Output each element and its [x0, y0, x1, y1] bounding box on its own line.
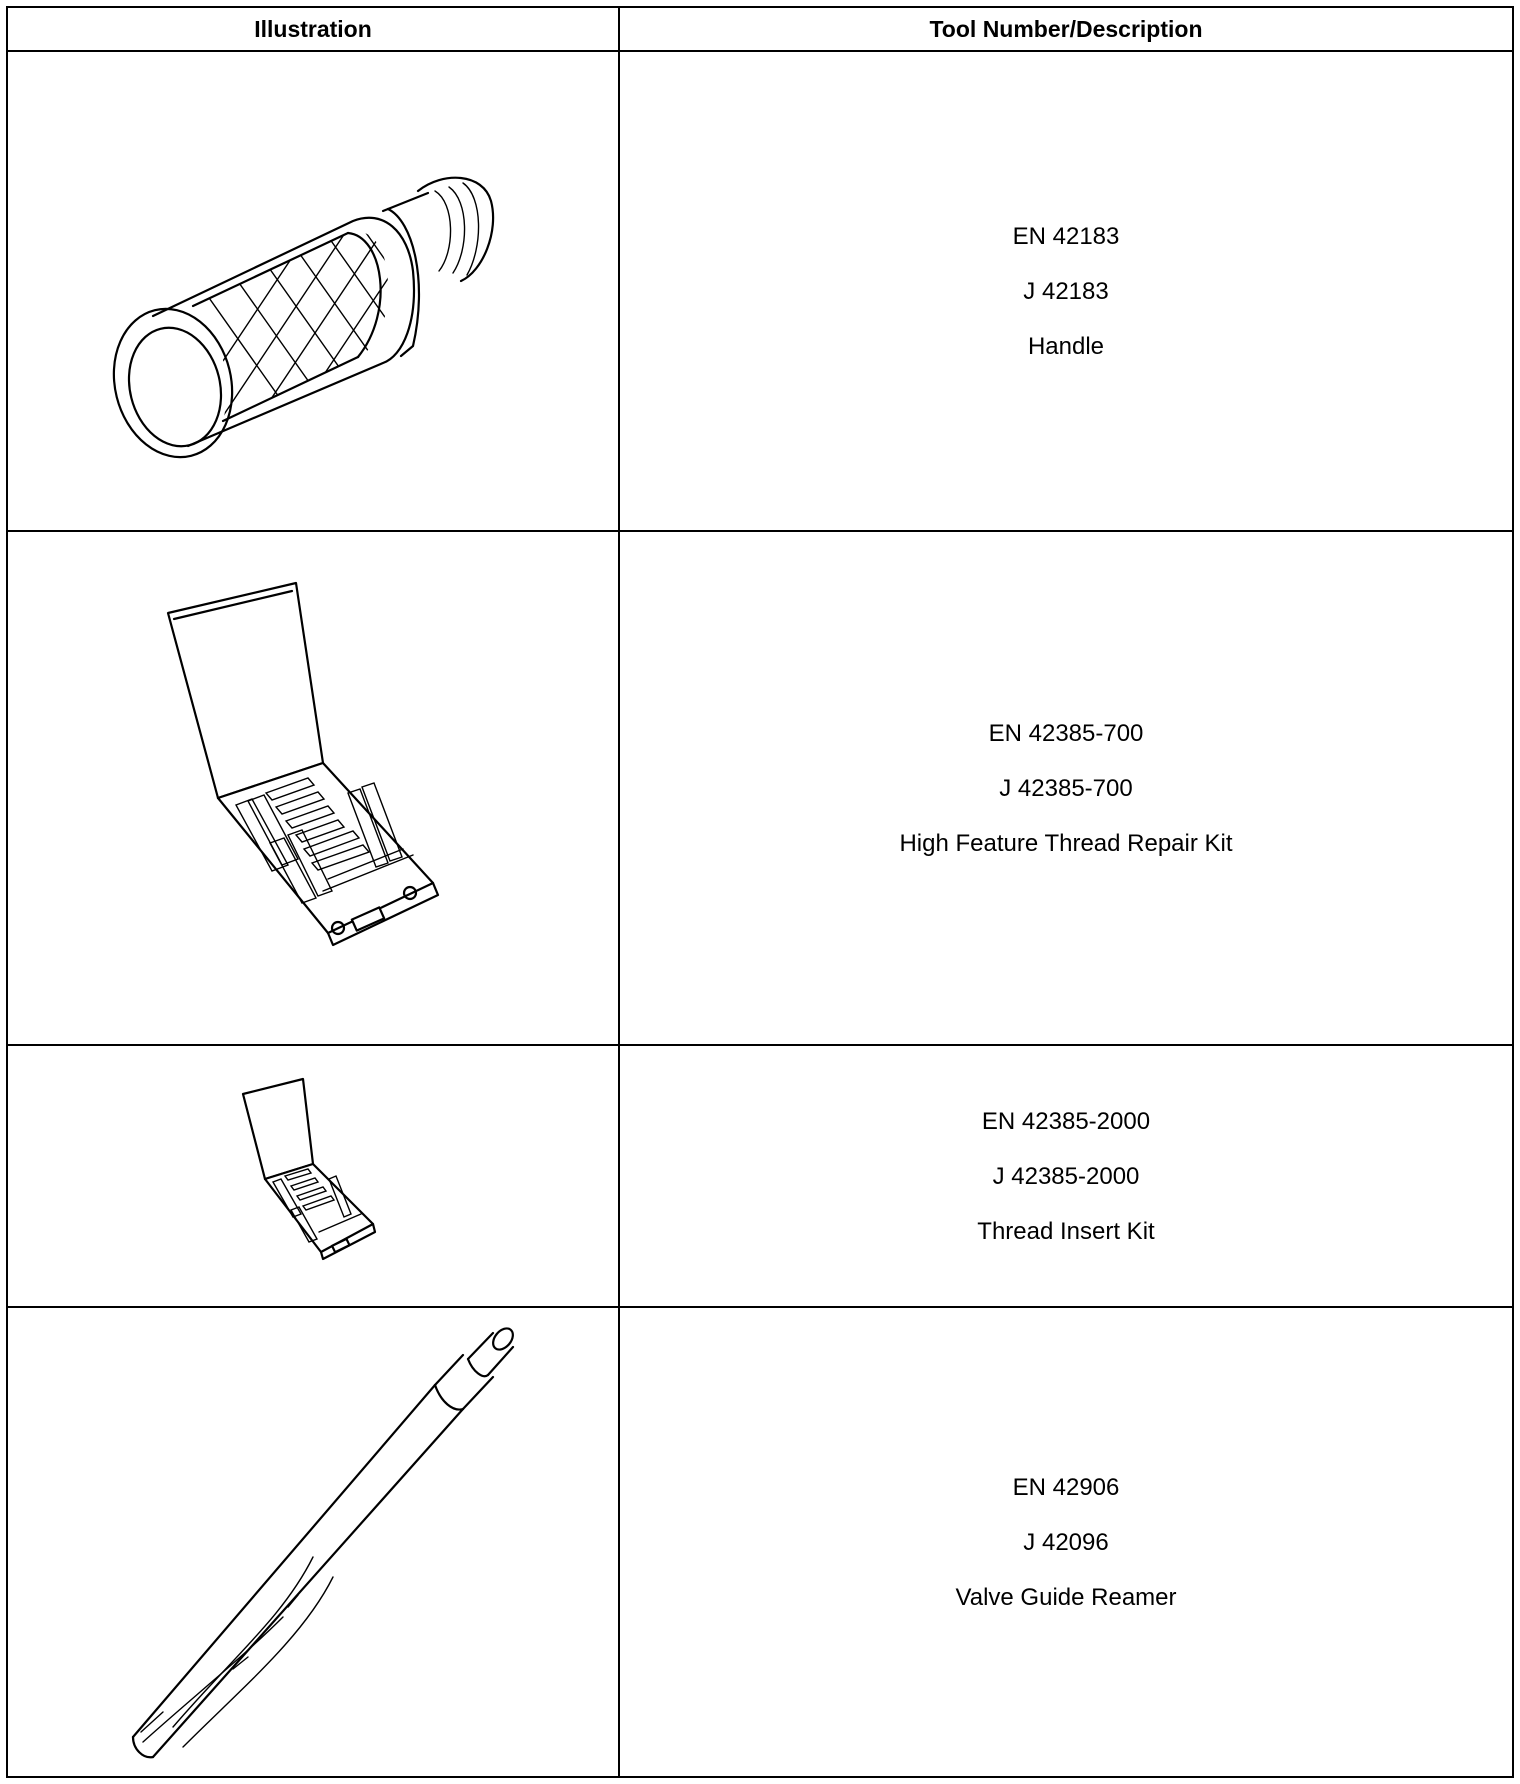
- tool-header: Tool Number/Description: [619, 7, 1513, 51]
- table-row: [7, 51, 1513, 531]
- table-row: [7, 1045, 1513, 1307]
- header-row: [7, 7, 1513, 51]
- thread-insert-kit-icon: [233, 1074, 393, 1279]
- illustration-header: Illustration: [7, 7, 619, 51]
- special-tools-table: [6, 6, 1514, 1778]
- thread-repair-kit-icon: [148, 573, 478, 1003]
- illustration-cell: [7, 51, 619, 531]
- j-number: J 42096: [1023, 1528, 1109, 1556]
- tool-description-cell: [619, 51, 1513, 531]
- tool-description-cell: [619, 1307, 1513, 1777]
- handle-icon: [83, 121, 543, 461]
- en-number: EN 42183: [1012, 222, 1120, 250]
- tool-description-cell: [619, 531, 1513, 1045]
- table-row: [7, 1307, 1513, 1777]
- en-number: EN 42385-2000: [981, 1107, 1151, 1135]
- tool-name: Thread Insert Kit: [977, 1217, 1155, 1245]
- illustration-cell: [7, 1045, 619, 1307]
- j-number: J 42385-700: [999, 774, 1133, 802]
- tool-name: Handle: [1027, 332, 1105, 360]
- table-row: [7, 531, 1513, 1045]
- j-number: J 42385-2000: [992, 1162, 1140, 1190]
- valve-guide-reamer-icon: [83, 1317, 543, 1767]
- tool-name: Valve Guide Reamer: [955, 1583, 1177, 1611]
- illustration-cell: [7, 531, 619, 1045]
- en-number: EN 42385-700: [988, 719, 1144, 747]
- illustration-cell: [7, 1307, 619, 1777]
- en-number: EN 42906: [1012, 1473, 1120, 1501]
- tool-description-cell: [619, 1045, 1513, 1307]
- j-number: J 42183: [1023, 277, 1109, 305]
- tool-name: High Feature Thread Repair Kit: [899, 829, 1233, 857]
